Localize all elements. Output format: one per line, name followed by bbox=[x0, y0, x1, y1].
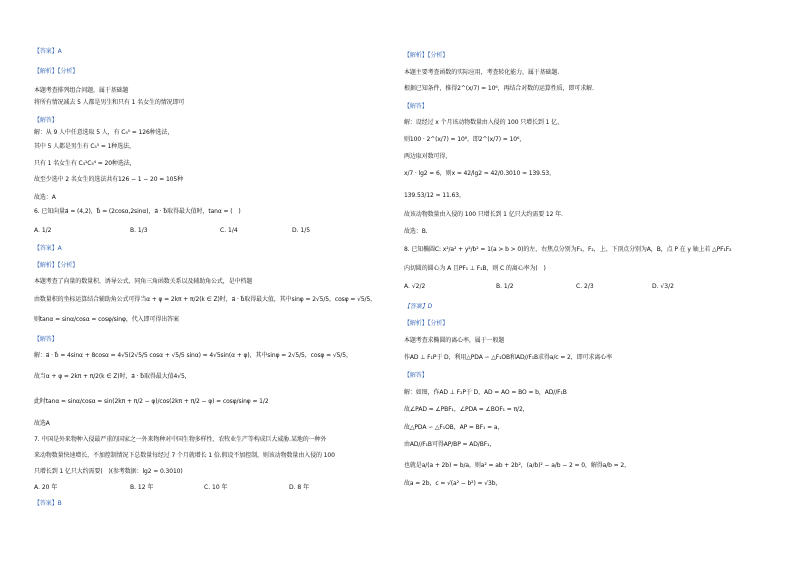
question-6: 6. 已知向量a⃗ = (4,2)，b⃗ = (2cosα,2sinα)，a⃗ · b⃗取得最大值时，tanα = ( ) bbox=[34, 208, 241, 215]
text-line: 其中 5 人都是男生有 C₅⁵ = 1种选法， bbox=[34, 143, 135, 150]
option-c: C. 2/3 bbox=[576, 283, 594, 290]
text-line: 来动物数量快速增长，不加控制情况下总数量每经过 7 个月就增长 1 倍.假设不加控制，则该动物数量由入侵的 100 bbox=[34, 452, 335, 459]
text-line: 本题主要考查函数的实际应用，考查转化能力，属于基础题. bbox=[404, 69, 560, 76]
text-line: 139.53/12 ≈ 11.63， bbox=[404, 192, 465, 199]
text-line: 此时tanα = sinα/cosα = sin(2kπ + π/2 − φ)/cos(2kπ + π/2 − φ) = cosφ/sinφ = 1/2 bbox=[34, 398, 269, 405]
text-line: 将所有情况减去 5 人都是男生和只有 1 名女生的情况即可 bbox=[34, 99, 185, 106]
text-line: 本题考查求椭圆的离心率，属于一般题 bbox=[404, 337, 505, 344]
analysis-label: 【解析】【分析】 bbox=[404, 320, 449, 327]
text-line: 故选：B. bbox=[404, 228, 428, 235]
text-line: 只有 1 名女生有 C₄¹C₅⁴ = 20种选法， bbox=[34, 160, 136, 167]
solution-label: 【解答】 bbox=[34, 117, 58, 124]
option-b: B. 1/2 bbox=[496, 283, 514, 290]
option-a: A. 20 年 bbox=[34, 484, 58, 491]
text-line: 解：设经过 x 个月该动物数量由入侵的 100 只增长到 1 亿， bbox=[404, 119, 563, 126]
analysis-label: 【解析】【分析】 bbox=[34, 262, 79, 269]
text-line: 本题考查了向量的数量积、诱导公式、同角三角函数关系以及辅助角公式，是中档题 bbox=[34, 278, 253, 285]
text-line: 故当α + φ = 2kπ + π/2(k ∈ Z)时，a⃗ · b⃗取得最大值4√5， bbox=[34, 373, 191, 380]
text-line: 本题考查排列组合问题，属于基础题 bbox=[34, 87, 129, 94]
text-line: 则100 · 2^(x/7) = 10⁸，即2^(x/7) = 10⁶， bbox=[404, 136, 526, 143]
option-b: B. 12 年 bbox=[130, 484, 154, 491]
answer-label: 【答案】B bbox=[34, 500, 62, 507]
text-line: 作AD ⊥ F₁P于 D，利用△PDA ∽ △F₁OB和AD//F₁B求得a/c = 2，即可求离心率 bbox=[404, 354, 613, 361]
question-7: 7. 中国是外来物种入侵最严重的国家之一外来物种对中国生物多样性、农牧业生产等构成巨大威胁.某地的一种外 bbox=[34, 436, 327, 443]
text-line: 故至少选中 2 名女生的选法共有126 − 1 − 20 = 105种 bbox=[34, 176, 184, 183]
text-line: 解：从 9 人中任意选取 5 人，有 C₉⁵ = 126种选法， bbox=[34, 129, 174, 136]
text-line: 解：如图，作AD ⊥ F₁P于 D，AD = AO = BO = b，AD//F₁B bbox=[404, 389, 567, 396]
option-a: A. 1/2 bbox=[34, 227, 52, 234]
option-c: C. 1/4 bbox=[220, 227, 238, 234]
text-line: 内切圆的圆心为 A 且PF₁ ⊥ F₁B，则 C 的离心率为( ) bbox=[404, 265, 546, 272]
option-d: D. 8 年 bbox=[289, 484, 310, 491]
option-d: D. 1/5 bbox=[292, 227, 311, 234]
answer-label: 【答案】A bbox=[34, 245, 62, 252]
text-line: 只增长到 1 亿只大约需要( )(参考数据：lg2 ≈ 0.3010) bbox=[34, 468, 183, 475]
text-line: 两边取对数可得， bbox=[404, 153, 452, 160]
text-line: 故a = 2b，c = √(a² − b²) = √3b， bbox=[404, 480, 502, 487]
solution-label: 【解答】 bbox=[34, 336, 58, 343]
answer-label: 【答案】D bbox=[404, 303, 433, 310]
text-line: 故∠PAD = ∠PBF₁，∠PDA = ∠BOF₁ = π/2， bbox=[404, 406, 529, 413]
text-line: 解：a⃗ · b⃗ = 4sinα + 8cosα = 4√5(2√5/5 cosα + √5/5 sinα) = 4√5sin(α + φ)，其中sinφ = 2√5/5，cosφ = √5/5， bbox=[34, 352, 352, 359]
text-line: 由数量积的坐标运算结合辅助角公式可得当α + φ = 2kπ + π/2(k ∈ Z)时，a⃗ · b⃗取得最大值，其中sinφ = 2√5/5，cosφ = √5/5， bbox=[34, 296, 377, 303]
text-line: 由AD//F₁B可得AP/BP = AD/BF₁， bbox=[404, 441, 496, 448]
option-c: C. 10 年 bbox=[204, 484, 228, 491]
option-a: A. √2/2 bbox=[404, 283, 426, 290]
text-line: 也就是a/(a + 2b) = b/a，则a² = ab + 2b²，(a/b)² − a/b − 2 = 0，解得a/b = 2， bbox=[404, 462, 630, 469]
text-line: 故选：A bbox=[34, 194, 56, 201]
option-d: D. √3/2 bbox=[652, 283, 674, 290]
text-line: 故该动物数量由入侵的 100 只增长到 1 亿只大约需要 12 年. bbox=[404, 211, 563, 218]
text-line: 故选A bbox=[34, 420, 50, 427]
text-line: 则tanα = sinα/cosα = cosφ/sinφ，代入即可得出答案 bbox=[34, 316, 179, 323]
text-line: x/7 · lg2 = 6，则x = 42/lg2 ≈ 42/0.3010 ≈ 139.53， bbox=[404, 170, 556, 177]
question-8: 8. 已知椭圆C: x²/a² + y²/b² = 1(a > b > 0)的左、右焦点分别为F₁，F₂，上、下顶点分别为A，B，点 P 在 y 轴上若 △PF₁F₂ bbox=[404, 246, 732, 253]
solution-label: 【解答】 bbox=[404, 372, 428, 379]
answer-label: 【答案】A bbox=[34, 48, 62, 55]
text-line: 故△PDA ∽ △F₁OB，AP = BF₁ = a， bbox=[404, 424, 504, 431]
solution-label: 【解答】 bbox=[404, 103, 428, 110]
option-b: B. 1/3 bbox=[130, 227, 148, 234]
analysis-label: 【解析】【分析】 bbox=[404, 52, 449, 59]
analysis-label: 【解析】【分析】 bbox=[34, 68, 79, 75]
text-line: 根据已知条件，推得2^(x/7) = 10⁶，再结合对数的运算性质，即可求解. bbox=[404, 85, 594, 92]
